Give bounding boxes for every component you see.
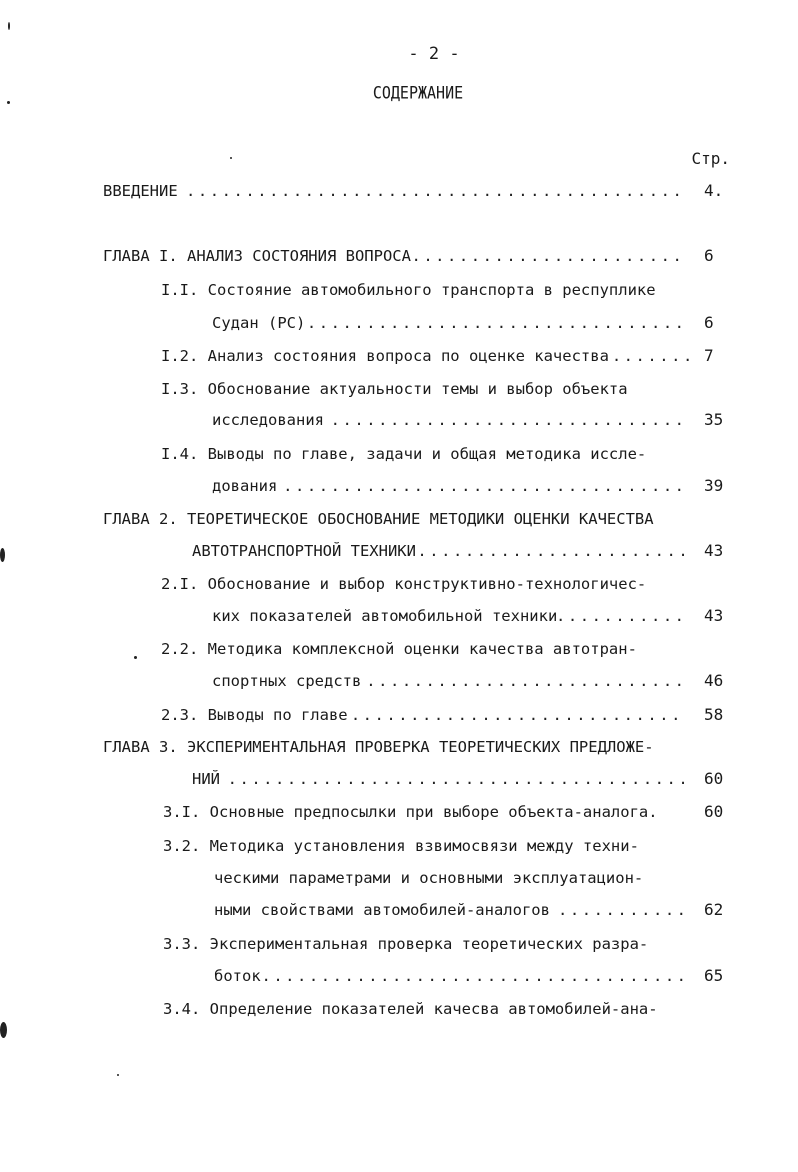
toc-entry-section-2-1: 2.I. Обоснование и выбор конструктивно-технологичес- — [161, 575, 647, 593]
toc-page-number: 6 — [704, 246, 714, 265]
toc-entry-section-2-1-cont: ких показателей автомобильной техники . . . — [212, 606, 686, 626]
toc-page-number: 60 — [704, 769, 724, 788]
toc-entry-section-1-2: I.2. Анализ состояния вопроса по оценке качества . . . — [161, 346, 697, 366]
page-number: - 2 - — [408, 44, 460, 64]
scan-speck — [0, 548, 5, 562]
toc-entry-chapter-1: ГЛАВА I. АНАЛИЗ СОСТОЯНИЯ ВОПРОСА . . . — [103, 246, 686, 266]
toc-entry-section-3-3-cont: боток . . . — [214, 966, 686, 986]
toc-entry-chapter-2-cont: АВТОТРАНСПОРТНОЙ ТЕХНИКИ . . . — [192, 541, 686, 561]
toc-page-number: 4. — [704, 181, 724, 200]
toc-entry-section-1-1: I.I. Состояние автомобильного транспорта в респуплике — [161, 281, 656, 299]
toc-entry-section-3-2-cont: ческими параметрами и основными эксплуатацион- — [214, 869, 644, 887]
toc-entry-section-3-2: 3.2. Методика установления взвимосвязи между техни- — [163, 837, 639, 855]
toc-entry-chapter-3: ГЛАВА 3. ЭКСПЕРИМЕНТАЛЬНАЯ ПРОВЕРКА ТЕОРЕТИЧЕСКИХ ПРЕДЛОЖЕ- — [103, 738, 654, 756]
scan-speck — [8, 22, 10, 30]
toc-page-number: 58 — [704, 705, 724, 724]
toc-page-number: 39 — [704, 476, 724, 495]
toc-page-number: 62 — [704, 900, 724, 919]
page-title: СОДЕРЖАНИЕ — [372, 83, 464, 103]
toc-entry-chapter-2: ГЛАВА 2. ТЕОРЕТИЧЕСКОЕ ОБОСНОВАНИЕ МЕТОДИКИ ОЦЕНКИ КАЧЕСТВА — [103, 510, 654, 528]
toc-entry-section-1-1-cont: Судан (PC) . . . — [212, 313, 686, 333]
scan-speck — [0, 1022, 7, 1038]
toc-entry-section-1-4-cont: дования . . . — [212, 476, 686, 496]
toc-entry-section-3-4: 3.4. Определение показателей качесва автомобилей-ана- — [163, 1000, 658, 1018]
scan-speck — [230, 157, 232, 159]
toc-entry-section-1-3: I.3. Обоснование актуальности темы и выбор объекта — [161, 380, 628, 398]
scan-speck — [117, 1074, 119, 1076]
toc-entry-section-1-3-cont: исследования . . . — [212, 410, 686, 430]
toc-page-number: 35 — [704, 410, 724, 429]
toc-entry-section-1-4: I.4. Выводы по главе, задачи и общая методика иссле- — [161, 445, 647, 463]
toc-page-number: 65 — [704, 966, 724, 985]
scan-speck — [134, 656, 137, 659]
toc-entry-section-2-2: 2.2. Методика комплексной оценки качества автотран- — [161, 640, 637, 658]
toc-entry-section-3-2-cont2: ными свойствами автомобилей-аналогов . . . — [214, 900, 686, 920]
toc-entry-section-3-3: 3.3. Экспериментальная проверка теоретических разра- — [163, 935, 649, 953]
toc-entry-chapter-3-cont: НИЙ . . . — [192, 769, 686, 789]
toc-entry-introduction: ВВЕДЕНИЕ . . . — [103, 181, 686, 201]
toc-entry-section-3-1: 3.I. Основные предпосылки при выборе объекта-аналога. — [163, 803, 658, 821]
toc-page-number: 43 — [704, 606, 724, 625]
toc-page-number: 43 — [704, 541, 724, 560]
toc-page-number: 6 — [704, 313, 714, 332]
toc-entry-section-2-3: 2.3. Выводы по главе . . . — [161, 705, 686, 725]
page-column-label: Стр. — [691, 149, 730, 168]
toc-page-number: 60 — [704, 802, 724, 821]
toc-page-number: 46 — [704, 671, 724, 690]
toc-entry-section-2-2-cont: спортных средств . . . — [212, 671, 686, 691]
scan-speck — [7, 101, 10, 104]
toc-page-number: 7 — [704, 346, 714, 365]
